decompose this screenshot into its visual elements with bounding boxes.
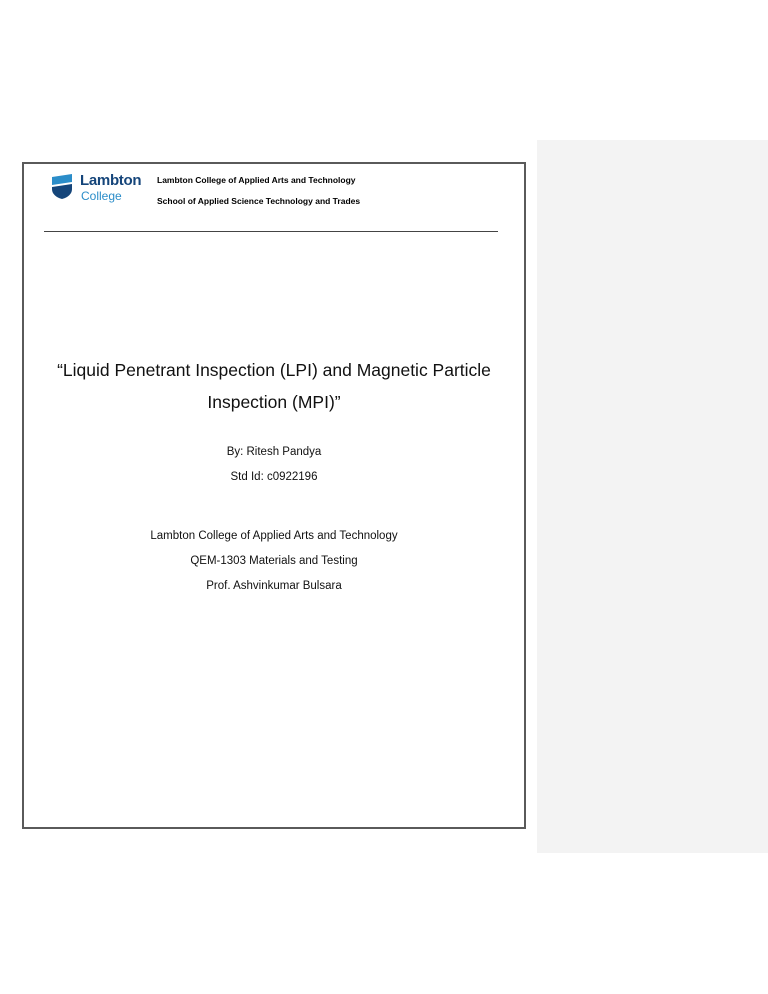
header-institution: Lambton College of Applied Arts and Technology (157, 175, 356, 185)
header-divider (44, 231, 498, 232)
title-line-2: Inspection (MPI)” (207, 392, 341, 412)
logo-sub: College (81, 189, 122, 203)
lambton-logo (50, 172, 150, 206)
comment-pane (537, 140, 768, 853)
title-line-1: “Liquid Penetrant Inspection (LPI) and Magnetic Particle (57, 360, 491, 380)
document-page (22, 162, 526, 829)
course-institution: Lambton College of Applied Arts and Technology (150, 530, 398, 542)
document-title (24, 354, 524, 418)
author-name: By: Ritesh Pandya (226, 446, 322, 458)
header-school: School of Applied Science Technology and Trades (157, 196, 361, 206)
course-name: QEM-1303 Materials and Testing (190, 555, 358, 567)
lambton-shield-icon (50, 174, 74, 200)
professor-name: Prof. Ashvinkumar Bulsara (206, 580, 342, 592)
student-id: Std Id: c0922196 (230, 471, 318, 483)
logo-word: Lambton (80, 172, 142, 189)
